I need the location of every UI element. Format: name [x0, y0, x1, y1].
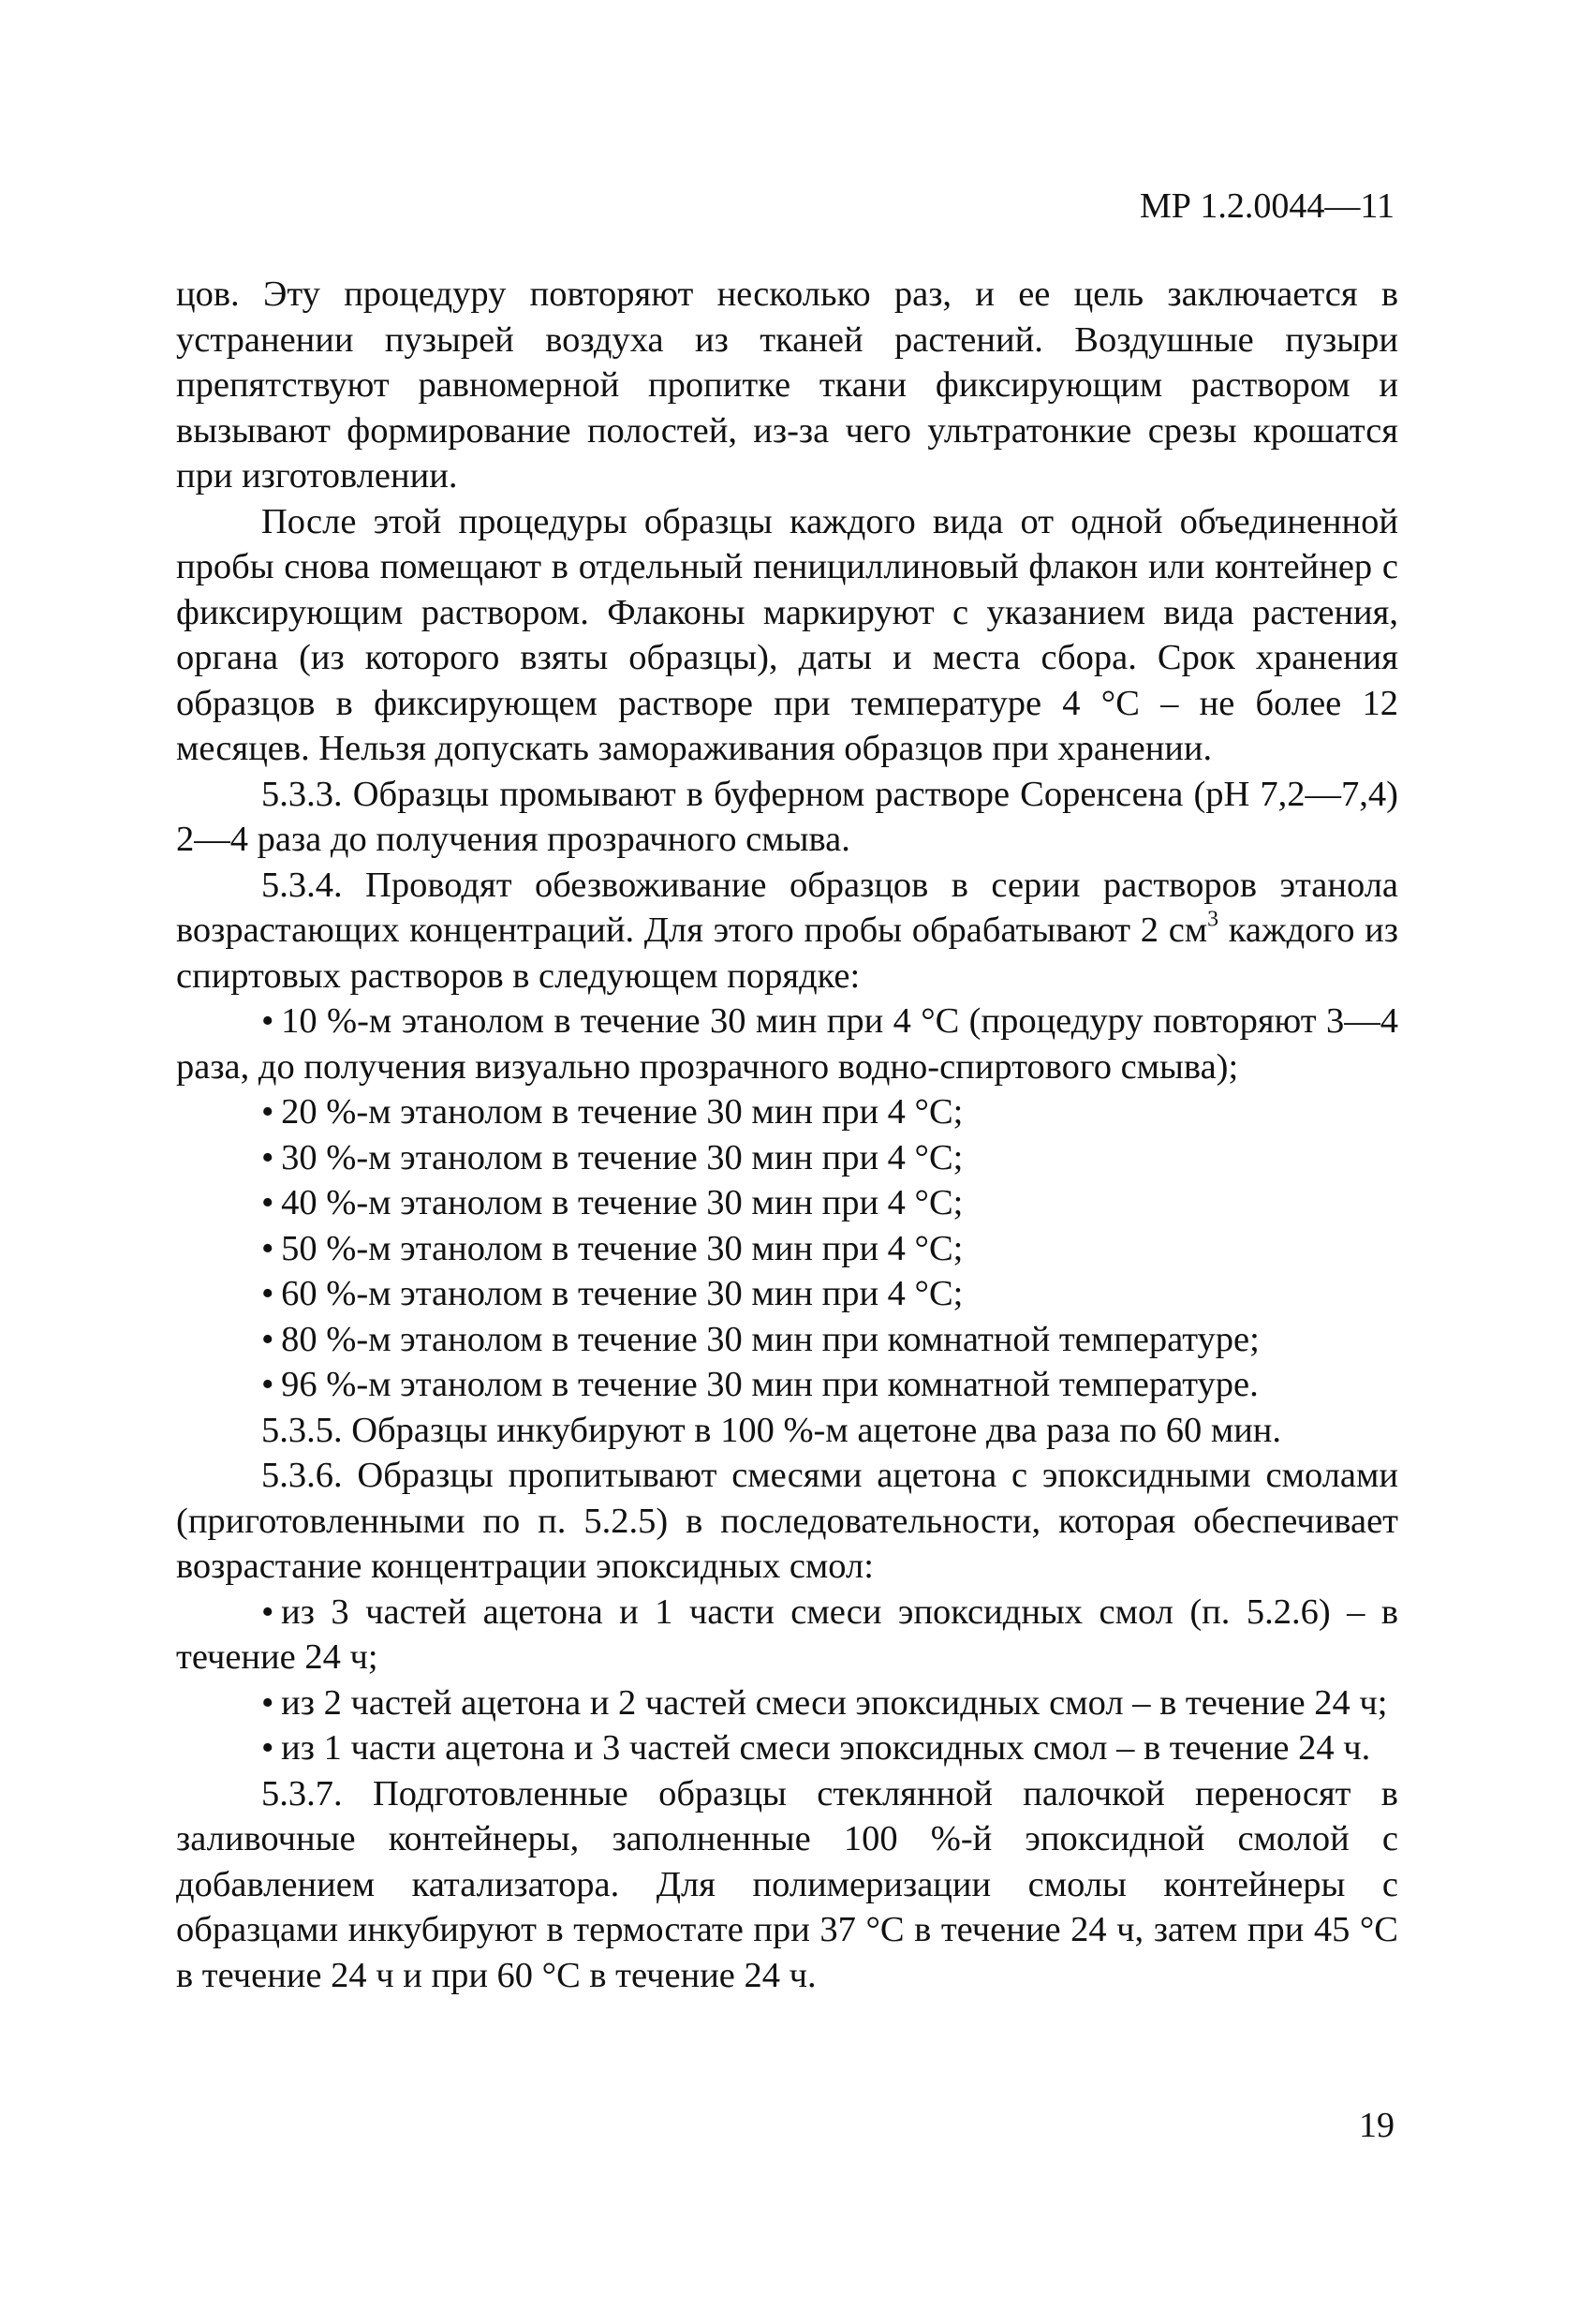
superscript-three: 3: [1207, 907, 1219, 932]
list-item: • 20 %-м этанолом в течение 30 мин при 4 °С;: [176, 1089, 1398, 1135]
resin-steps-list: [176, 1590, 1398, 1771]
bullet-icon: •: [261, 1682, 274, 1723]
list-item: • из 3 частей ацетона и 1 части смеси эпоксидных смол (п. 5.2.6) – в течение 24 ч;: [176, 1590, 1398, 1680]
paragraph-5-3-5: 5.3.5. Образцы инкубируют в 100 %-м ацетоне два раза по 60 мин.: [261, 1410, 1282, 1450]
ethanol-steps-list: [176, 999, 1398, 1408]
bullet-icon: •: [261, 1365, 274, 1404]
paragraph-5-3-6: 5.3.6. Образцы пропитывают смесями ацетона с эпоксидными смолами (приготовленными по п. 5.2.5) в последовательности, которая обеспечивает возрастание концентрации эпоксидных смол:: [176, 1456, 1398, 1586]
bullet-icon: •: [261, 1137, 274, 1177]
paragraph-5-3-4-tail: каждого из спиртовых растворов в следующем порядке:: [176, 910, 1398, 996]
list-item: • 30 %-м этанолом в течение 30 мин при 4 °С;: [176, 1135, 1398, 1181]
bullet-icon: •: [261, 1092, 274, 1132]
list-item: • 96 %-м этанолом в течение 30 мин при комнатной температуре.: [176, 1362, 1398, 1408]
list-item: • 10 %-м этанолом в течение 30 мин при 4 °С (процедуру повторяют 3—4 раза, до получения визуально прозрачного водно-спиртового смыва);: [176, 999, 1398, 1089]
paragraph-continuation: цов. Эту процедуру повторяют несколько раз, и ее цель заключается в устранении пузырей воздуха из тканей растений. Воздушные пузыри препятствуют равномерной пропитке ткани фиксирующим раствором и вызывают формирование полостей, из-за чего ультратонкие срезы крошатся при изготовлении.: [176, 274, 1398, 496]
bullet-icon: •: [261, 1228, 274, 1268]
list-item: • 50 %-м этанолом в течение 30 мин при 4 °С;: [176, 1226, 1398, 1272]
list-item: • из 1 части ацетона и 3 частей смеси эпоксидных смол – в течение 24 ч.: [176, 1725, 1398, 1771]
paragraph-5-3-7: 5.3.7. Подготовленные образцы стеклянной палочкой переносят в заливочные контейнеры, заполненные 100 %-й эпоксидной смолой с добавлением катализатора. Для полимеризации смолы контейнеры с образцами инкубируют в термостате при 37 °С в течение 24 ч, затем при 45 °С в течение 24 ч и при 60 °С в течение 24 ч.: [176, 1773, 1398, 1995]
paragraph-storage: После этой процедуры образцы каждого вида от одной объединенной пробы снова помещают в отдельный пенициллиновый флакон или контейнер с фиксирующим раствором. Флаконы маркируют с указанием вида растения, органа (из которого взяты образцы), даты и места сбора. Срок хранения образцов в фиксирующем растворе при температуре 4 °С – не более 12 месяцев. Нельзя допускать замораживания образцов при хранении.: [176, 501, 1398, 768]
list-item: • 80 %-м этанолом в течение 30 мин при комнатной температуре;: [176, 1317, 1398, 1363]
paragraph-5-3-4: [176, 863, 1398, 999]
page-number: 19: [1359, 2106, 1395, 2145]
bullet-icon: •: [261, 1591, 274, 1632]
bullet-icon: •: [261, 1319, 274, 1359]
bullet-icon: •: [261, 1274, 274, 1313]
list-item: • из 2 частей ацетона и 2 частей смеси эпоксидных смол – в течение 24 ч;: [176, 1680, 1398, 1726]
list-item: • 40 %-м этанолом в течение 30 мин при 4 °С;: [176, 1180, 1398, 1226]
paragraph-5-3-3: 5.3.3. Образцы промывают в буферном растворе Соренсена (pH 7,2—7,4) 2—4 раза до получения прозрачного смыва.: [176, 774, 1398, 859]
list-item: • 60 %-м этанолом в течение 30 мин при 4 °С;: [176, 1271, 1398, 1317]
bullet-icon: •: [261, 1728, 274, 1768]
bullet-icon: •: [261, 1183, 274, 1222]
page-body: [176, 272, 1398, 1998]
paragraph-5-3-4-text: 5.3.4. Проводят обезвоживание образцов в серии растворов этанола возрастающих концентраций. Для этого пробы обрабатывают 2 см: [176, 865, 1398, 950]
bullet-icon: •: [261, 1001, 274, 1041]
document-code-header: МР 1.2.0044—11: [1139, 186, 1395, 226]
